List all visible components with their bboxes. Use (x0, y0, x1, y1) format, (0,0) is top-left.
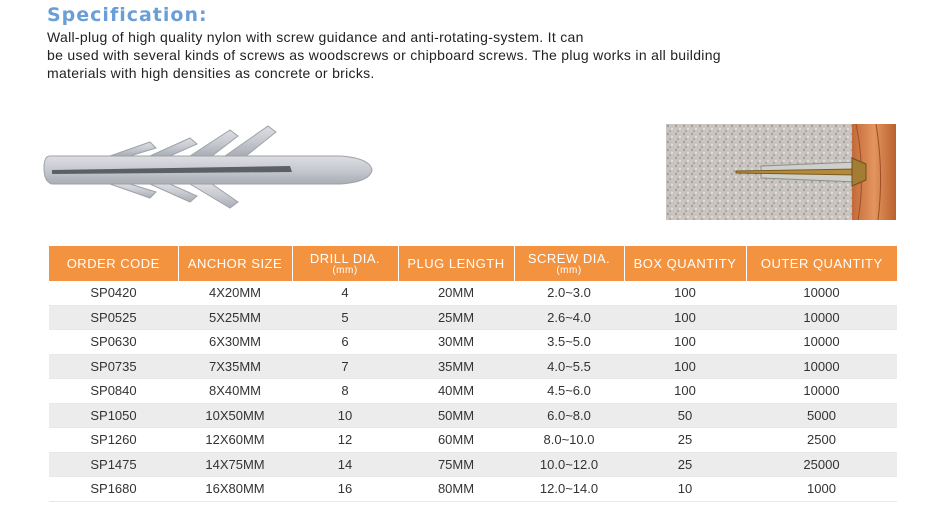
table-row (49, 305, 897, 330)
table-cell: 5 (292, 305, 398, 330)
table-row (49, 452, 897, 477)
table-cell: 80MM (398, 477, 514, 502)
table-cell: 100 (624, 379, 746, 404)
table-cell: 5X25MM (178, 305, 292, 330)
table-cell: 3.5~5.0 (514, 330, 624, 355)
table-row (49, 428, 897, 453)
table-cell: SP0630 (49, 330, 178, 355)
table-cell: 20MM (398, 281, 514, 305)
table-cell: 30MM (398, 330, 514, 355)
table-cell: 2500 (746, 428, 897, 453)
table-cell: SP0525 (49, 305, 178, 330)
table-header-row (49, 246, 897, 281)
table-cell: SP1260 (49, 428, 178, 453)
table-row (49, 477, 897, 502)
table-cell: 10.0~12.0 (514, 452, 624, 477)
column-header: ORDER CODE (49, 246, 178, 281)
table-cell: 12X60MM (178, 428, 292, 453)
table-cell: 10000 (746, 354, 897, 379)
table-cell: 75MM (398, 452, 514, 477)
table-cell: 10 (292, 403, 398, 428)
table-cell: 16X80MM (178, 477, 292, 502)
page-title: Specification: (47, 4, 208, 26)
table-row (49, 330, 897, 355)
table-cell: 25 (624, 428, 746, 453)
column-header: DRILL DIA. (mm) (292, 246, 398, 281)
product-description (47, 28, 807, 82)
installed-plug-in-wall-image (666, 124, 896, 220)
table-cell: 8X40MM (178, 379, 292, 404)
table-cell: 6X30MM (178, 330, 292, 355)
table-cell: 2.6~4.0 (514, 305, 624, 330)
table-cell: 100 (624, 281, 746, 305)
table-cell: 100 (624, 305, 746, 330)
table-cell: 100 (624, 354, 746, 379)
table-cell: 5000 (746, 403, 897, 428)
description-line: Wall-plug of high quality nylon with screw guidance and anti-rotating-system. It can (47, 29, 584, 45)
column-header: OUTER QUANTITY (746, 246, 897, 281)
table-cell: 10000 (746, 281, 897, 305)
table-cell: 25MM (398, 305, 514, 330)
table-cell: 60MM (398, 428, 514, 453)
table-cell: 7X35MM (178, 354, 292, 379)
table-cell: SP1475 (49, 452, 178, 477)
table-cell: 14 (292, 452, 398, 477)
table-cell: 100 (624, 330, 746, 355)
table-cell: SP1050 (49, 403, 178, 428)
table-row (49, 403, 897, 428)
table-cell: 4.0~5.5 (514, 354, 624, 379)
table-cell: 10X50MM (178, 403, 292, 428)
column-unit: (mm) (556, 264, 582, 276)
table-cell: 50MM (398, 403, 514, 428)
table-cell: 4.5~6.0 (514, 379, 624, 404)
table-cell: 10 (624, 477, 746, 502)
table-cell: 4 (292, 281, 398, 305)
table-cell: 10000 (746, 305, 897, 330)
table-cell: 12 (292, 428, 398, 453)
table-cell: 7 (292, 354, 398, 379)
table-cell: 40MM (398, 379, 514, 404)
nylon-wall-plug-image (40, 122, 375, 214)
column-header: ANCHOR SIZE (178, 246, 292, 281)
table-cell: 6.0~8.0 (514, 403, 624, 428)
table-cell: 16 (292, 477, 398, 502)
table-cell: 10000 (746, 330, 897, 355)
table-cell: SP1680 (49, 477, 178, 502)
column-header: PLUG LENGTH (398, 246, 514, 281)
table-cell: 6 (292, 330, 398, 355)
table-cell: 12.0~14.0 (514, 477, 624, 502)
column-unit: (mm) (332, 264, 358, 276)
table-cell: 25 (624, 452, 746, 477)
table-row (49, 379, 897, 404)
column-header: BOX QUANTITY (624, 246, 746, 281)
table-cell: SP0420 (49, 281, 178, 305)
table-row (49, 354, 897, 379)
table-cell: 8 (292, 379, 398, 404)
table-body (49, 281, 897, 501)
table-cell: 14X75MM (178, 452, 292, 477)
table-row (49, 281, 897, 305)
table-cell: 8.0~10.0 (514, 428, 624, 453)
description-line: be used with several kinds of screws as woodscrews or chipboard screws. The plug works in all building (47, 47, 721, 63)
column-header: SCREW DIA. (mm) (514, 246, 624, 281)
table-cell: SP0735 (49, 354, 178, 379)
specification-table (49, 246, 897, 502)
table-cell: 2.0~3.0 (514, 281, 624, 305)
table-cell: 10000 (746, 379, 897, 404)
table-cell: 50 (624, 403, 746, 428)
table-cell: 25000 (746, 452, 897, 477)
description-line: materials with high densities as concrete or bricks. (47, 65, 375, 81)
table-cell: 4X20MM (178, 281, 292, 305)
table-cell: SP0840 (49, 379, 178, 404)
table-cell: 1000 (746, 477, 897, 502)
table-cell: 35MM (398, 354, 514, 379)
